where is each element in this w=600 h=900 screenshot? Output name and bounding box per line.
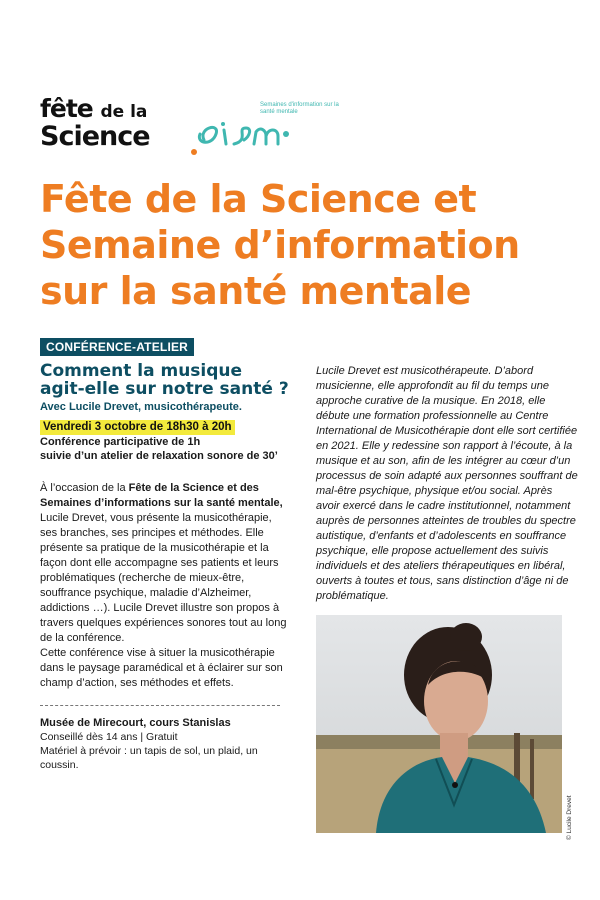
photo-credit — [566, 780, 578, 840]
description-second: Cette conférence vise à situer la musicothérapie dans le paysage paramédical et à éclairer sur son champ d’action, ses méthodes et effets. — [40, 647, 283, 689]
speaker-portrait-image — [316, 615, 562, 833]
description-bold: Fête de la Science et des Semaines d’informations sur la santé mentale, — [40, 482, 283, 509]
event-date: Vendredi 3 octobre de 18h30 à 20h — [40, 420, 235, 435]
sism-logo — [190, 100, 340, 160]
conference-title: Comment la musique agit-elle sur notre santé ? — [40, 361, 289, 399]
photo-credit-text: © Lucile Drevet — [566, 795, 573, 840]
fete-science-logo — [40, 94, 160, 152]
description-rest: Lucile Drevet, vous présente la musicothérapie, ses branches, ses principes et méthodes. Elle présente sa pratique de la musicothérapie et la façon dont elle accompagne ses patients et leurs problématiques (recherche de mieux-être, souffrance psychique, maladie d’Alzheimer, addictions …). Lucile Drevet illustre son propos à travers quelques expériences sonores tout au long de la conférence. — [40, 512, 287, 644]
logo-fete-word: fête — [40, 94, 93, 123]
event-description — [40, 481, 290, 691]
speaker-photo — [316, 615, 562, 833]
speaker-line: Avec Lucile Drevet, musicothérapeute. — [40, 401, 242, 413]
divider — [40, 705, 280, 706]
description-intro: À l’occasion de la — [40, 482, 129, 494]
material-needed: Matériel à prévoir : un tapis de sol, un plaid, un coussin. — [40, 745, 258, 771]
format-line-1: Conférence participative de 1h — [40, 436, 201, 448]
sism-tagline: Semaines d'information sur la santé mentale — [260, 102, 339, 115]
venue: Musée de Mirecourt, cours Stanislas — [40, 717, 231, 729]
logo-de-la: de la — [100, 102, 148, 122]
logo-science-word: Science — [40, 121, 150, 152]
age-price: Conseillé dès 14 ans | Gratuit — [40, 731, 178, 743]
format-line-2: suivie d’un atelier de relaxation sonore de 30’ — [40, 450, 278, 462]
event-details — [40, 338, 290, 772]
speaker-bio: Lucile Drevet est musicothérapeute. D’abord musicienne, elle approfondit au fil du temps une approche curative de la musique. En 2018, elle débute une formation professionnelle au Centre International de Musicothérapie dont elle sort certifiée en 2021. Elle y redessine son rapport à l’écoute, à la musique et au son, afin de les intégrer au cœur d’un processus de soin adapté aux personnes souffrant de mal-être psychique, physique et/ou social. Après avoir exercé dans le cadre institutionnel, notamment auprès de personnes atteintes de troubles du spectre autistique, d’enfants et d’adolescents en souffrance psychique, elle propose actuellement des suivis individuels et des ateliers thérapeutiques en libéral, ouverts à toutes et tous, sans distinction d’âge ni de problématique. — [316, 365, 578, 602]
page-title: Fête de la Science et Semaine d’information sur la santé mentale — [40, 177, 520, 313]
category-badge: CONFÉRENCE-ATELIER — [40, 338, 194, 356]
